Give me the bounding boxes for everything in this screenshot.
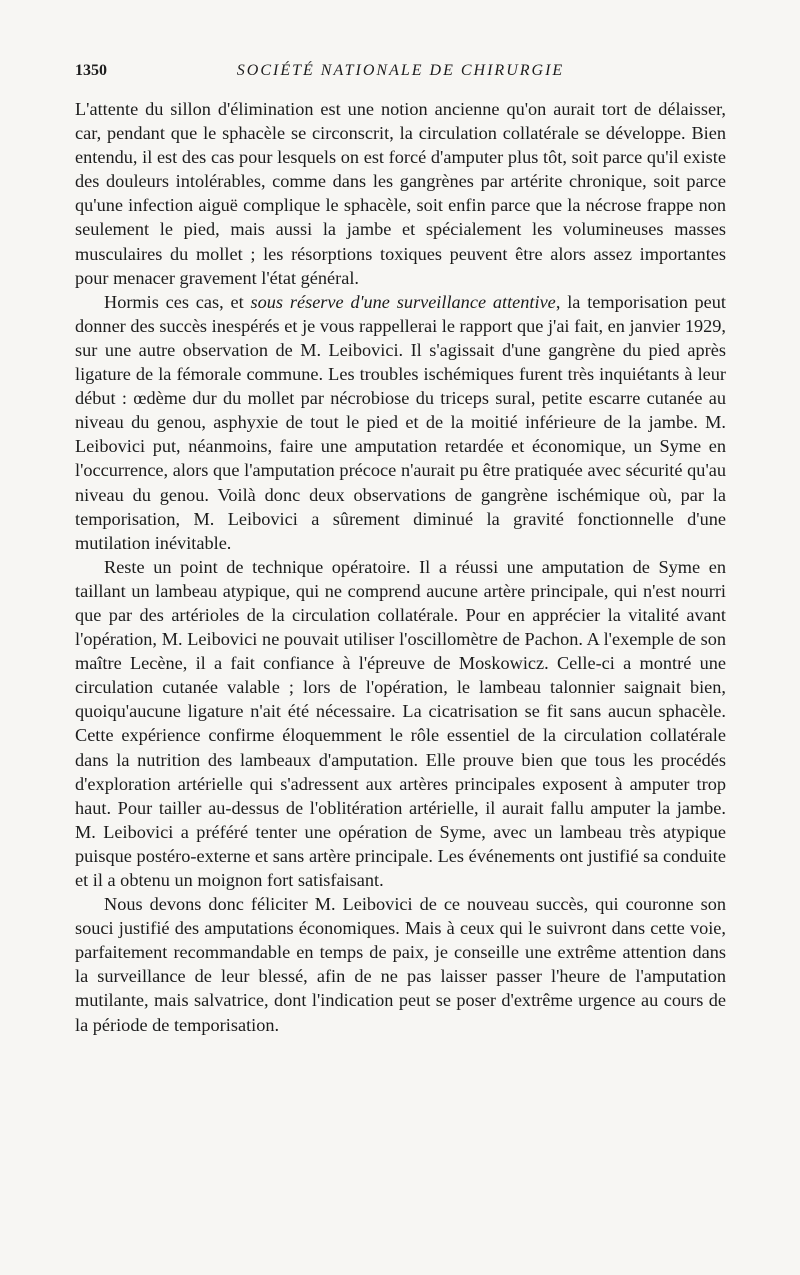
paragraph-2-text-start: Hormis ces cas, et [104, 291, 251, 312]
paragraph-2 [75, 290, 726, 555]
paragraph-1-text: L'attente du sillon d'élimination est une notion ancienne qu'on aurait tort de délaisser, car, pendant que le sphacèle se circonscrit, la circulation collatérale se développe. Bien entendu, il est des cas pour lesquels on est forcé d'amputer plus tôt, soit parce qu'il existe des douleurs intolérables, comme dans les gangrènes par artérite chronique, soit parce qu'une infection aiguë complique le sphacèle, soit enfin parce que la nécrose frappe non seulement le pied, mais aussi la jambe et spécialement les volumineuses masses musculaires du mollet ; les résorptions toxiques peuvent être alors assez importantes pour menacer gravement l'état général. [75, 99, 726, 288]
paragraph-4 [75, 892, 726, 1037]
running-title: SOCIÉTÉ NATIONALE DE CHIRURGIE [236, 62, 565, 79]
body-text [75, 97, 726, 1037]
page-number: 1350 [75, 62, 107, 79]
paragraph-2-emphasis: sous réserve d'une surveillance attentive [250, 291, 556, 312]
paragraph-4-text: Nous devons donc féliciter M. Leibovici de ce nouveau succès, qui couronne son souci justifié des amputations économiques. Mais à ceux qui le suivront dans cette voie, parfaitement recommandable en temps de paix, je conseille une extrême attention dans la surveillance de leur blessé, afin de ne pas laisser passer l'heure de l'amputation mutilante, mais salvatrice, dont l'indication peut se poser d'extrême urgence au cours de la période de temporisation. [75, 894, 726, 1035]
paragraph-3 [75, 555, 726, 892]
paragraph-2-text-end: , la temporisation peut donner des succès inespérés et je vous rappellerai le rapport que j'ai fait, en janvier 1929, sur une autre observation de M. Leibovici. Il s'agissait d'une gangrène du pied après ligature de la fémorale commune. Les troubles ischémiques furent très inquiétants à leur début : œdème dur du mollet par nécrobiose du triceps sural, petite escarre cutanée au niveau du genou, asphyxie de tout le pied et de la moitié inférieure de la jambe. M. Leibovici put, néanmoins, faire une amputation retardée et économique, un Syme en l'occurrence, alors que l'amputation précoce n'aurait pu être pratiquée avec sécurité qu'au niveau du genou. Voilà donc deux observations de gangrène ischémique où, par la temporisation, M. Leibovici a sûrement diminué la gravité fonctionnelle d'une mutilation inévitable. [75, 291, 727, 553]
paragraph-1 [75, 97, 726, 290]
paragraph-3-text: Reste un point de technique opératoire. Il a réussi une amputation de Syme en taillant un lambeau atypique, qui ne comprend aucune artère principale, qui n'est nourri que par des artérioles de la circulation collatérale. Pour en apprécier la vitalité avant l'opération, M. Leibovici ne pouvait utiliser l'oscillomètre de Pachon. A l'exemple de son maître Lecène, il a fait confiance à l'épreuve de Moskowicz. Celle-ci a montré une circulation cutanée valable ; lors de l'opération, le lambeau talonnier saignait bien, quoiqu'aucune ligature n'ait été nécessaire. La cicatrisation se fit sans aucun sphacèle. Cette expérience confirme éloquemment le rôle essentiel de la circulation collatérale dans la nutrition des lambeaux d'amputation. Elle prouve bien que tous les procédés d'exploration artérielle qui s'adressent aux artères principales exposent à amputer trop haut. Pour tailler au-dessus de l'oblitération artérielle, il aurait fallu amputer la jambe. M. Leibovici a préféré tenter une opération de Syme, avec un lambeau très atypique puisque postéro-externe et sans artère principale. Les événements ont justifié sa conduite et il a obtenu un moignon fort satisfaisant. [75, 556, 726, 890]
page-header [75, 62, 726, 88]
